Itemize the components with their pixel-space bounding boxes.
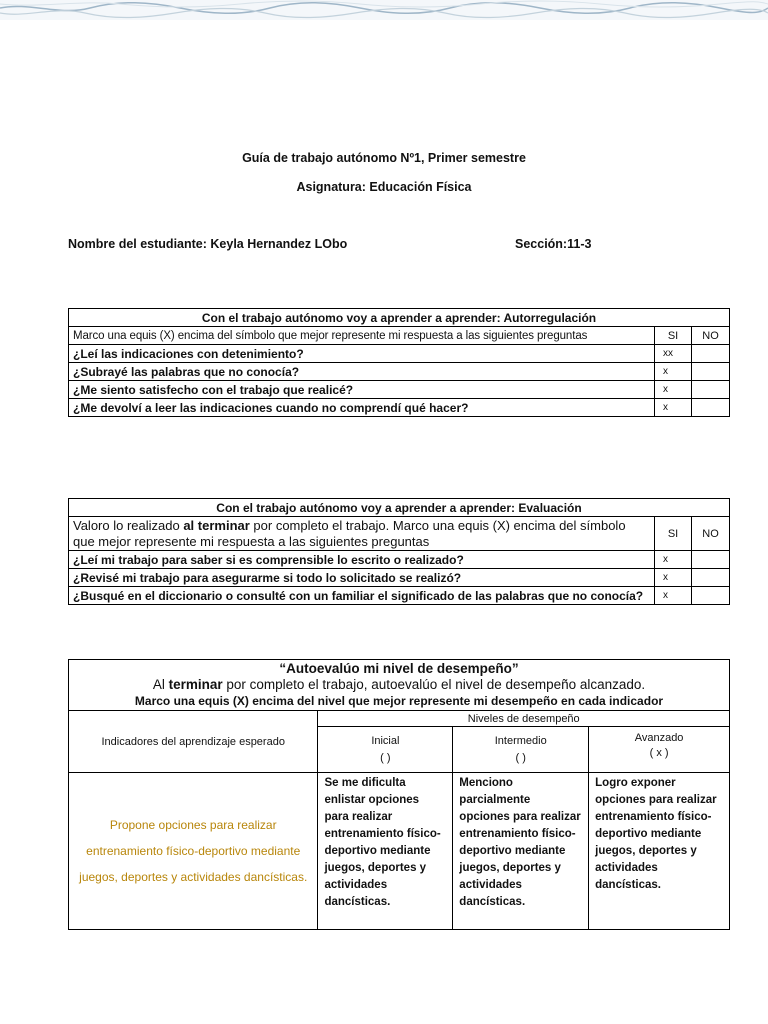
table2-title: Con el trabajo autónomo voy a aprender a aprender: Evaluación (69, 499, 730, 517)
table2-si-cell[interactable]: x (655, 587, 692, 605)
subject-title: Asignatura: Educación Física (296, 180, 472, 194)
level-mark: ( ) (515, 751, 526, 764)
indicator-text: Propone opciones para realizar entrenamiento físico-deportivo mediante juegos, deportes y actividades dancísticas. (69, 773, 318, 930)
description-avanzado: Logro exponer opciones para realizar entrenamiento físico-deportivo mediante juegos, deportes y actividades dancísticas. (589, 773, 730, 930)
line2-emphasis: terminar (168, 677, 223, 692)
table2-si-cell[interactable]: x (655, 551, 692, 569)
description-intermedio: Menciono parcialmente opciones para realizar entrenamiento físico-deportivo mediante juegos, deportes y actividades dancísticas. (453, 773, 589, 930)
level-inicial[interactable] (318, 727, 453, 773)
description-inicial: Se me dificulta enlistar opciones para realizar entrenamiento físico-deportivo mediante juegos, deportes y actividades dancísticas. (318, 773, 453, 930)
table1-no-cell[interactable] (692, 345, 730, 363)
table2-si-header: SI (655, 517, 692, 551)
table1-si-cell[interactable]: x (655, 399, 692, 417)
table2-instruction (69, 517, 655, 551)
table1-no-header: NO (692, 327, 730, 345)
table1-question: ¿Me devolví a leer las indicaciones cuando no comprendí qué hacer? (69, 399, 655, 417)
table2-no-header: NO (692, 517, 730, 551)
student-name: Nombre del estudiante: Keyla Hernandez LObo (68, 237, 348, 251)
indicators-header: Indicadores del aprendizaje esperado (69, 711, 318, 773)
table1-question: ¿Leí las indicaciones con detenimiento? (69, 345, 655, 363)
level-mark: ( ) (380, 751, 391, 764)
wave-pattern-icon (0, 0, 768, 20)
table1-si-cell[interactable]: x (655, 363, 692, 381)
table1-no-cell[interactable] (692, 363, 730, 381)
table1-question: ¿Me siento satisfecho con el trabajo que realicé? (69, 381, 655, 399)
table1-si-header: SI (655, 327, 692, 345)
instruction-text: Valoro lo realizado (73, 517, 184, 533)
decorative-header-band (0, 0, 768, 20)
table3-title: “Autoevalúo mi nivel de desempeño” (279, 661, 519, 676)
section-label: Sección:11-3 (515, 237, 592, 251)
table2-question: ¿Leí mi trabajo para saber si es comprensible lo escrito o realizado? (69, 551, 655, 569)
table3-line3: Marco una equis (X) encima del nivel que mejor represente mi desempeño en cada indicador (134, 694, 664, 708)
instruction-text: por completo el trabajo. Marco una equis (X) encima del símbolo que mejor represente mi respuesta a las siguientes preguntas (73, 517, 626, 549)
table2-no-cell[interactable] (692, 569, 730, 587)
levels-header: Niveles de desempeño (318, 711, 730, 727)
table1-question: ¿Subrayé las palabras que no conocía? (69, 363, 655, 381)
table1-si-cell[interactable]: xx (655, 345, 692, 363)
level-mark: ( x ) (649, 747, 669, 759)
table1-title: Con el trabajo autónomo voy a aprender a aprender: Autorregulación (69, 309, 730, 327)
level-name: Inicial (371, 734, 400, 747)
table2-question: ¿Busqué en el diccionario o consulté con un familiar el significado de las palabras que no conocía? (69, 587, 655, 605)
level-name: Intermedio (494, 734, 547, 747)
table3-line2 (73, 677, 725, 693)
table2-question: ¿Revisé mi trabajo para asegurarme si todo lo solicitado se realizó? (69, 569, 655, 587)
table2-no-cell[interactable] (692, 587, 730, 605)
table1-si-cell[interactable]: x (655, 381, 692, 399)
line2-text: Al (152, 677, 169, 692)
level-avanzado[interactable] (589, 727, 730, 773)
document-title: Guía de trabajo autónomo Nº1, Primer semestre (242, 151, 526, 165)
table1-instruction: Marco una equis (X) encima del símbolo que mejor represente mi respuesta a las siguientes preguntas (69, 327, 655, 345)
line2-text: por completo el trabajo, autoevalúo el nivel de desempeño alcanzado. (222, 677, 646, 692)
self-regulation-table (68, 308, 730, 417)
level-intermedio[interactable] (453, 727, 589, 773)
table2-no-cell[interactable] (692, 551, 730, 569)
table3-header (69, 660, 730, 711)
table1-no-cell[interactable] (692, 381, 730, 399)
evaluation-table (68, 498, 730, 605)
performance-table (68, 659, 730, 930)
level-name: Avanzado (634, 732, 684, 744)
table2-si-cell[interactable]: x (655, 569, 692, 587)
table1-no-cell[interactable] (692, 399, 730, 417)
instruction-emphasis: al terminar (183, 517, 250, 533)
